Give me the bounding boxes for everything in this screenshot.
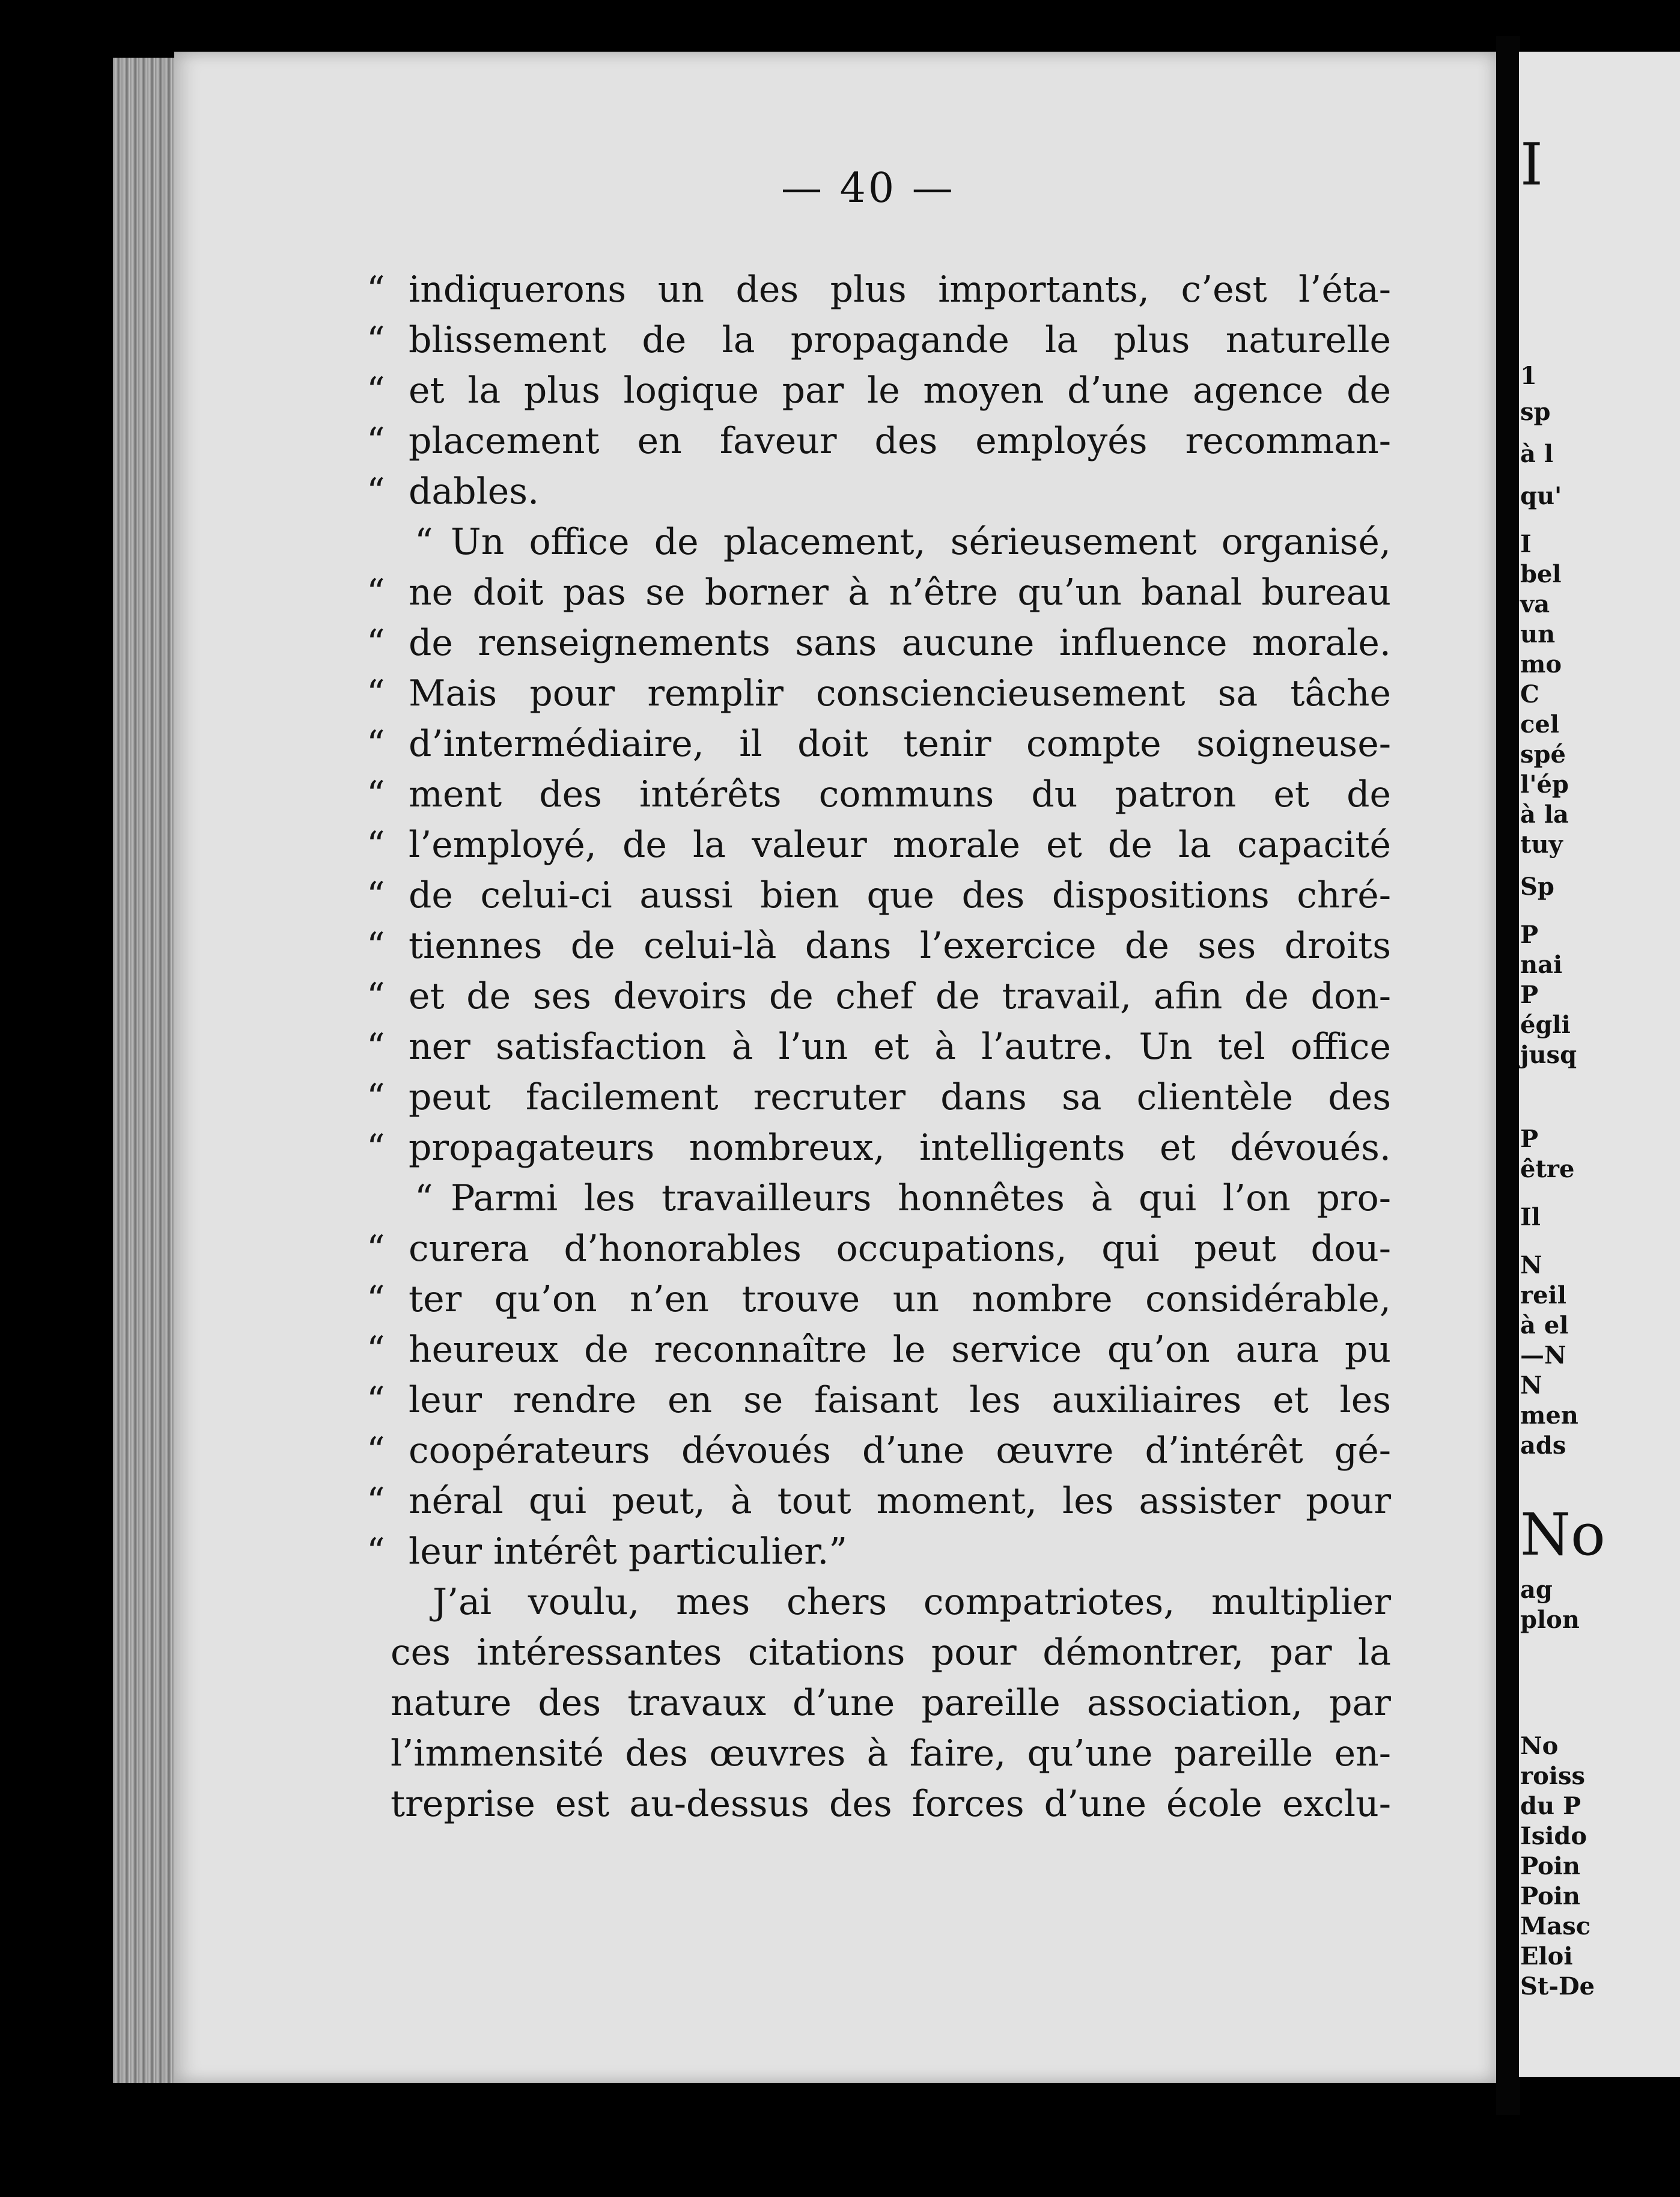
line-text: d’intermédiaire, il doit tenir compte soigneuse- [409, 723, 1391, 765]
cropped-text-fragment: Poin [1520, 1882, 1580, 1910]
right-page-fragment [1519, 52, 1680, 2077]
quote-mark: “ [367, 1379, 385, 1421]
quote-mark: “ [367, 1127, 385, 1169]
line-text: l’immensité des œuvres à faire, qu’une pareille en- [391, 1732, 1391, 1775]
quote-mark: “ [367, 1076, 385, 1118]
text-line [367, 719, 1391, 769]
cropped-text-fragment: reil [1520, 1281, 1566, 1309]
cropped-text-fragment: Il [1520, 1203, 1541, 1231]
line-text: Parmi les travailleurs honnêtes à qui l’on pro- [451, 1177, 1391, 1219]
text-line [367, 668, 1391, 719]
cropped-text-fragment: nai [1520, 951, 1563, 979]
line-text: propagateurs nombreux, intelligents et dévoués. [409, 1127, 1391, 1169]
line-text: blissement de la propagande la plus naturelle [409, 319, 1391, 361]
cropped-text-fragment: tuy [1520, 830, 1563, 859]
cropped-text-fragment: jusq [1520, 1041, 1577, 1069]
cropped-text-fragment: N [1520, 1251, 1542, 1279]
text-line [367, 1223, 1391, 1274]
line-text: leur rendre en se faisant les auxiliaires et les [409, 1379, 1391, 1421]
text-line [367, 517, 1391, 567]
line-text: et la plus logique par le moyen d’une agence de [409, 370, 1391, 412]
text-line [367, 971, 1391, 1022]
text-line [367, 1526, 1391, 1577]
cropped-text-fragment: 1 [1520, 362, 1537, 390]
text-line [367, 264, 1391, 315]
quote-mark: “ [367, 471, 385, 513]
quote-mark: “ [367, 420, 385, 462]
line-text: ner satisfaction à l’un et à l’autre. Un tel office [409, 1026, 1391, 1068]
quote-mark: “ [367, 269, 385, 311]
quote-mark: “ [367, 1026, 385, 1068]
text-line [367, 1425, 1391, 1476]
text-line [367, 870, 1391, 921]
text-line [367, 1476, 1391, 1526]
text-line [367, 1274, 1391, 1324]
cropped-text-fragment: spé [1520, 740, 1566, 769]
quote-mark: “ [367, 925, 385, 967]
quote-mark: “ [367, 824, 385, 866]
quote-mark: “ [415, 521, 433, 563]
line-text: J’ai voulu, mes chers compatriotes, multiplier [433, 1581, 1391, 1623]
cropped-text-fragment: l'ép [1520, 770, 1569, 799]
cropped-text-fragment: men [1520, 1401, 1578, 1430]
cropped-text-fragment: du P [1520, 1792, 1581, 1820]
line-text: et de ses devoirs de chef de travail, afin de don- [409, 975, 1391, 1017]
cropped-text-fragment: P [1520, 921, 1539, 949]
cropped-text-fragment: être [1520, 1155, 1575, 1183]
cropped-text-fragment: bel [1520, 560, 1562, 588]
quote-mark: “ [367, 1480, 385, 1522]
cropped-text-fragment: mo [1520, 650, 1562, 678]
line-text: Mais pour remplir consciencieusement sa tâche [409, 672, 1391, 715]
quote-mark: “ [367, 571, 385, 614]
line-text: de renseignements sans aucune influence morale. [409, 622, 1391, 664]
line-text: ter qu’on n’en trouve un nombre considérable, [409, 1278, 1391, 1320]
cropped-text-fragment: Isido [1520, 1822, 1587, 1850]
cropped-text-fragment: I [1520, 530, 1532, 558]
text-line [367, 1728, 1391, 1779]
line-text: ne doit pas se borner à n’être qu’un banal bureau [409, 571, 1391, 614]
cropped-text-fragment: Eloi [1520, 1942, 1573, 1970]
line-text: leur intérêt particulier.” [409, 1531, 848, 1573]
line-text: tiennes de celui-là dans l’exercice de ses droits [409, 925, 1391, 967]
cropped-text-fragment: sp [1520, 398, 1551, 426]
cropped-text-fragment: plon [1520, 1606, 1580, 1634]
text-line [367, 567, 1391, 618]
text-line [367, 1577, 1391, 1627]
quote-mark: “ [367, 1531, 385, 1573]
text-line [367, 416, 1391, 466]
cropped-text-fragment: I [1520, 131, 1543, 198]
cropped-text-fragment: —N [1520, 1341, 1566, 1370]
text-line [367, 365, 1391, 416]
text-line [367, 820, 1391, 870]
quote-mark: “ [367, 672, 385, 715]
line-text: peut facilement recruter dans sa clientèle des [409, 1076, 1391, 1118]
cropped-text-fragment: C [1520, 680, 1539, 708]
text-line [367, 1627, 1391, 1678]
quote-mark: “ [367, 874, 385, 916]
quote-mark: “ [367, 773, 385, 815]
text-line [367, 1022, 1391, 1072]
cropped-text-fragment: ag [1520, 1576, 1553, 1604]
quote-mark: “ [367, 1228, 385, 1270]
cropped-text-fragment: à el [1520, 1311, 1569, 1339]
line-text: coopérateurs dévoués d’une œuvre d’intérêt gé- [409, 1430, 1391, 1472]
cropped-text-fragment: égli [1520, 1011, 1571, 1039]
text-line [367, 1072, 1391, 1123]
line-text: ment des intérêts communs du patron et de [409, 773, 1391, 815]
cropped-text-fragment: Poin [1520, 1852, 1580, 1880]
body-text [367, 264, 1391, 1829]
cropped-text-fragment: à l [1520, 440, 1554, 468]
quote-mark: “ [367, 975, 385, 1017]
text-line [367, 1375, 1391, 1425]
cropped-text-fragment: roiss [1520, 1762, 1585, 1790]
cropped-text-fragment: P [1520, 981, 1539, 1009]
line-text: heureux de reconnaître le service qu’on aura pu [409, 1329, 1391, 1371]
book-gutter [1496, 36, 1520, 2115]
cropped-text-fragment: cel [1520, 710, 1559, 739]
cropped-text-fragment: Masc [1520, 1912, 1591, 1940]
line-text: néral qui peut, à tout moment, les assister pour [409, 1480, 1391, 1522]
text-line [367, 769, 1391, 820]
line-text: nature des travaux d’une pareille association, par [391, 1682, 1391, 1724]
quote-mark: “ [367, 723, 385, 765]
cropped-text-fragment: ads [1520, 1431, 1566, 1460]
text-line [367, 1779, 1391, 1829]
text-line [367, 1173, 1391, 1223]
cropped-text-fragment: P [1520, 1125, 1539, 1153]
cropped-text-fragment: N [1520, 1371, 1542, 1400]
text-line [367, 466, 1391, 517]
line-text: de celui-ci aussi bien que des dispositions chré- [409, 874, 1391, 916]
cropped-text-fragment: Sp [1520, 873, 1554, 901]
quote-mark: “ [367, 319, 385, 361]
quote-mark: “ [367, 1329, 385, 1371]
quote-mark: “ [367, 1430, 385, 1472]
cropped-text-fragment: St-De [1520, 1972, 1595, 2000]
quote-mark: “ [367, 622, 385, 664]
line-text: l’employé, de la valeur morale et de la capacité [409, 824, 1391, 866]
text-line [367, 1324, 1391, 1375]
text-line [367, 315, 1391, 365]
line-text: ces intéressantes citations pour démontrer, par la [391, 1632, 1391, 1674]
text-line [367, 921, 1391, 971]
cropped-text-fragment: No [1520, 1501, 1605, 1568]
line-text: indiquerons un des plus importants, c’est l’éta- [409, 269, 1391, 311]
quote-mark: “ [415, 1177, 433, 1219]
text-line [367, 1123, 1391, 1173]
cropped-text-fragment: va [1520, 590, 1550, 618]
cropped-text-fragment: un [1520, 620, 1556, 648]
text-line [367, 618, 1391, 668]
cropped-text-fragment: à la [1520, 800, 1569, 829]
line-text: treprise est au-dessus des forces d’une école exclu- [391, 1783, 1391, 1825]
line-text: Un office de placement, sérieusement organisé, [451, 521, 1391, 563]
quote-mark: “ [367, 1278, 385, 1320]
line-text: dables. [409, 471, 540, 513]
text-line [367, 1678, 1391, 1728]
line-text: placement en faveur des employés recomman- [409, 420, 1391, 462]
cropped-text-fragment: No [1520, 1732, 1559, 1760]
line-text: curera d’honorables occupations, qui peut dou- [409, 1228, 1391, 1270]
cropped-text-fragment: qu' [1520, 482, 1562, 510]
quote-mark: “ [367, 370, 385, 412]
page-number: — 40 — [781, 165, 955, 212]
